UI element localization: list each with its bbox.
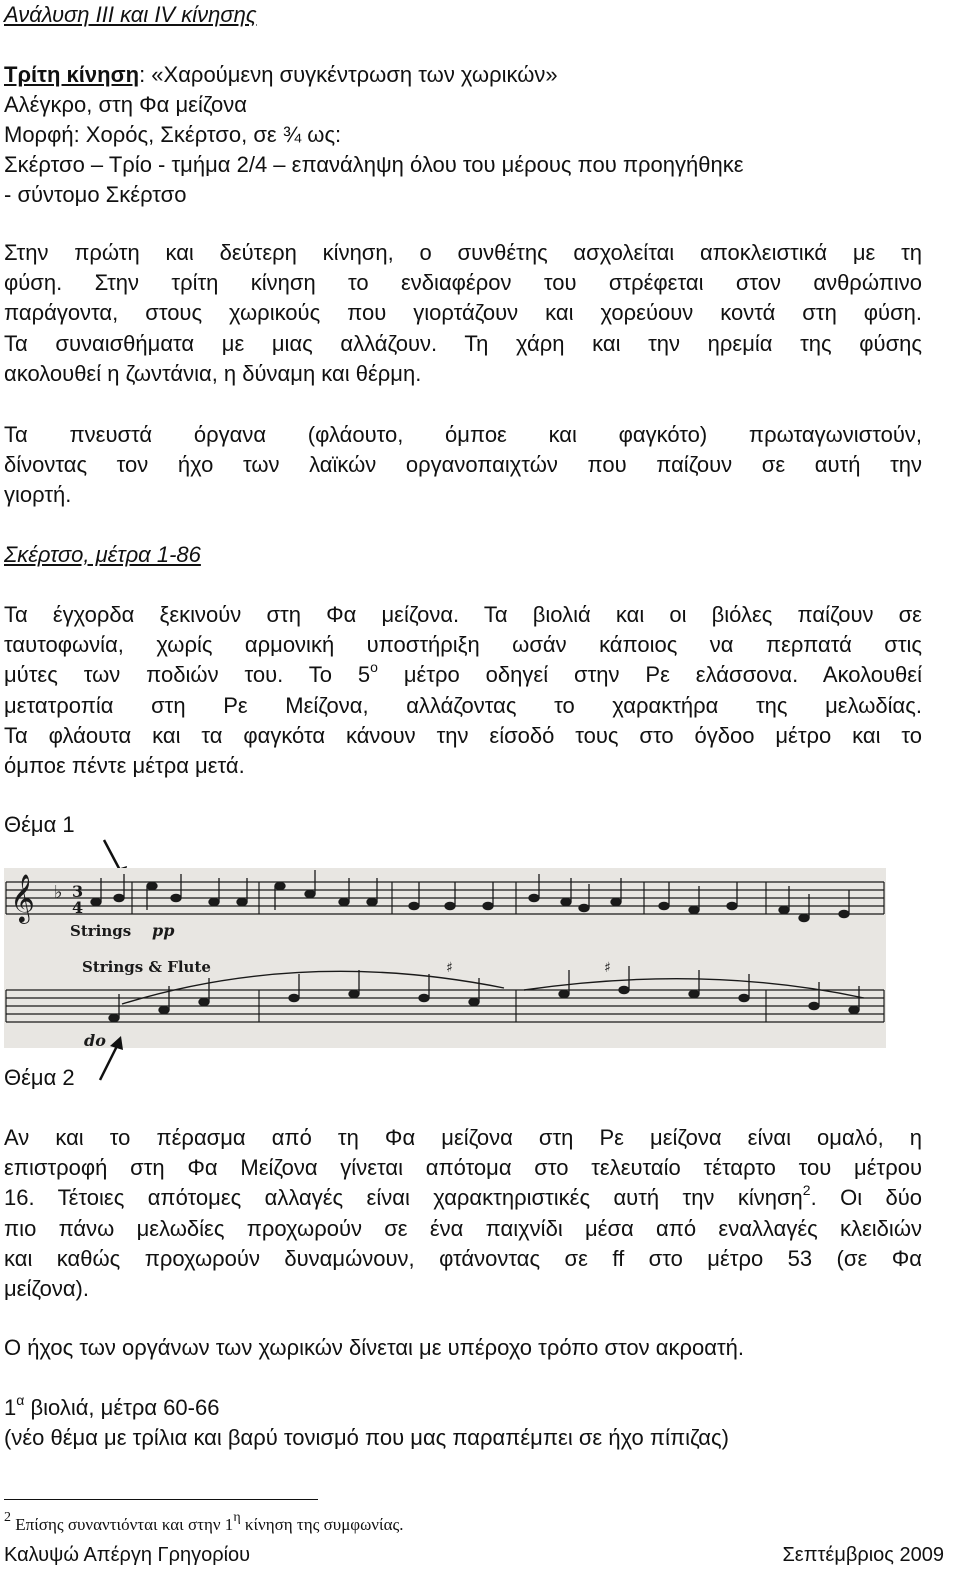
paragraph-line: Αν και το πέρασμα από τη Φα μείζονα στη Ρε μείζονα είναι ομαλό, η	[4, 1125, 922, 1150]
paragraph-line: 16. Τέτοιες απότομες αλλαγές είναι χαρακτηριστικές αυτή την κίνηση$^2$. Οι δύο	[4, 1182, 922, 1211]
paragraph-line: φύση. Στην τρίτη κίνηση το ενδιαφέρον του στρέφεται στον ανθρώπινο	[4, 270, 922, 296]
paragraph-line: μείζονα).	[4, 1276, 89, 1302]
strings-label: Strings	[70, 922, 132, 940]
svg-text:♭: ♭	[54, 882, 63, 903]
paragraph-line: παράγοντα, στους χωρικούς που γιορτάζουν και χορεύουν κοντά στη φύση.	[4, 300, 922, 326]
form-line: Μορφή: Χορός, Σκέρτσο, σε ¾ ως:	[4, 122, 342, 147]
paragraph-line: Στην πρώτη και δεύτερη κίνηση, ο συνθέτης ασχολείται αποκλειστικά με τη	[4, 240, 922, 265]
section-heading: Σκέρτσο, μέτρα 1-86	[4, 542, 201, 567]
lower-dynamic: do	[84, 1031, 106, 1048]
paragraph-line: Τα έγχορδα ξεκινούν στη Φα μείζονα. Τα βιολιά και οι βιόλες παίζουν σε	[4, 602, 922, 627]
footnote-divider	[4, 1499, 318, 1500]
time-signature-bottom: 4	[72, 898, 84, 917]
paragraph-line: ακολουθεί η ζωντάνια, η δύναμη και θέρμη.	[4, 360, 422, 386]
paragraph-line: μύτες των ποδιών του. Το $5^o$ μέτρο οδηγεί στην Ρε ελάσσονα. Ακολουθεί	[4, 659, 922, 688]
paragraph-line: γιορτή.	[4, 482, 72, 508]
music-score-image	[4, 868, 886, 1048]
footer-date: Σεπτέμβριος 2009	[782, 1544, 944, 1566]
strings-flute-label: Strings & Flute	[82, 958, 211, 976]
paragraph-line: Τα φλάουτα και τα φαγκότα κάνουν την είσοδό τους στο όγδοο μέτρο και το	[4, 722, 922, 748]
paragraph-line: Τα πνευστά όργανα (φλάουτο, όμποε και φαγκότο) πρωταγωνιστούν,	[4, 422, 922, 447]
paragraph-4	[4, 1123, 922, 1304]
paragraph-2	[4, 420, 922, 511]
svg-text:♯: ♯	[604, 960, 611, 976]
footer-author: Καλυψώ Απέργη Γρηγορίου	[4, 1544, 251, 1566]
theme-2-label: Θέμα 2	[4, 1065, 75, 1090]
svg-text:𝄞: 𝄞	[10, 873, 35, 922]
strings-dynamic: pp	[152, 921, 175, 940]
paragraph-line: μετατροπία στη Ρε Μείζονα, αλλάζοντας το χαρακτήρα της μελωδίας.	[4, 692, 922, 718]
paragraph-6-line-1: $1^\alpha$ βιολιά, μέτρα 60-66	[4, 1391, 220, 1420]
structure-line-2: - σύντομο Σκέρτσο	[4, 182, 187, 207]
paragraph-3	[4, 600, 922, 781]
structure-line-1: Σκέρτσο – Τρίο - τμήμα 2/4 – επανάληψη όλου του μέρους που προηγήθηκε	[4, 152, 744, 177]
theme-2-arrow-icon	[96, 1030, 126, 1086]
movement-label: Τρίτη κίνηση	[4, 62, 140, 87]
paragraph-line: ταυτοφωνία, χωρίς αρμονική υποστήριξη ωσάν κάποιος να περπατά στις	[4, 632, 922, 658]
movement-title: : «Χαρούμενη συγκέντρωση των χωρικών»	[139, 62, 558, 87]
paragraph-line: δίνοντας τον ήχο των λαϊκών οργανοπαιχτών που παίζουν σε αυτή την	[4, 452, 922, 478]
tempo-line: Αλέγκρο, στη Φα μείζονα	[4, 92, 248, 117]
footnote-ref: 2	[802, 1182, 811, 1199]
paragraph-line: πιο πάνω μελωδίες προχωρούν σε ένα παιχνίδι μέσα από εναλλαγές κλειδιών	[4, 1215, 922, 1241]
time-signature-top: 3	[72, 882, 84, 901]
paragraph-line: όμποε πέντε μέτρα μετά.	[4, 753, 245, 779]
movement-heading	[4, 60, 558, 90]
theme-1-label: Θέμα 1	[4, 812, 75, 837]
paragraph-5: Ο ήχος των οργάνων των χωρικών δίνεται με υπέροχο τρόπο στον ακροατή.	[4, 1335, 745, 1360]
page-title: Ανάλυση ΙΙΙ και ΙV κίνησης	[4, 2, 257, 27]
paragraph-1	[4, 238, 922, 389]
svg-text:♯: ♯	[446, 960, 453, 976]
footnote: $^2$ Επίσης συναντιόνται και στην $1^\eta$ κίνηση της συμφωνίας.	[4, 1510, 404, 1534]
paragraph-6-line-2: (νέο θέμα με τρίλια και βαρύ τονισμό που μας παραπέμπει σε ήχο πίπιζας)	[4, 1425, 729, 1450]
paragraph-line: και καθώς προχωρούν δυναμώνουν, φτάνοντας σε ff στο μέτρο 53 (σε Φα	[4, 1245, 922, 1271]
paragraph-line: Τα συναισθήματα με μιας αλλάζουν. Τη χάρη και την ηρεμία της φύσης	[4, 330, 922, 356]
paragraph-line: επιστροφή στη Φα Μείζονα γίνεται απότομα στο τελευταίο τέταρτο του μέτρου	[4, 1155, 922, 1181]
